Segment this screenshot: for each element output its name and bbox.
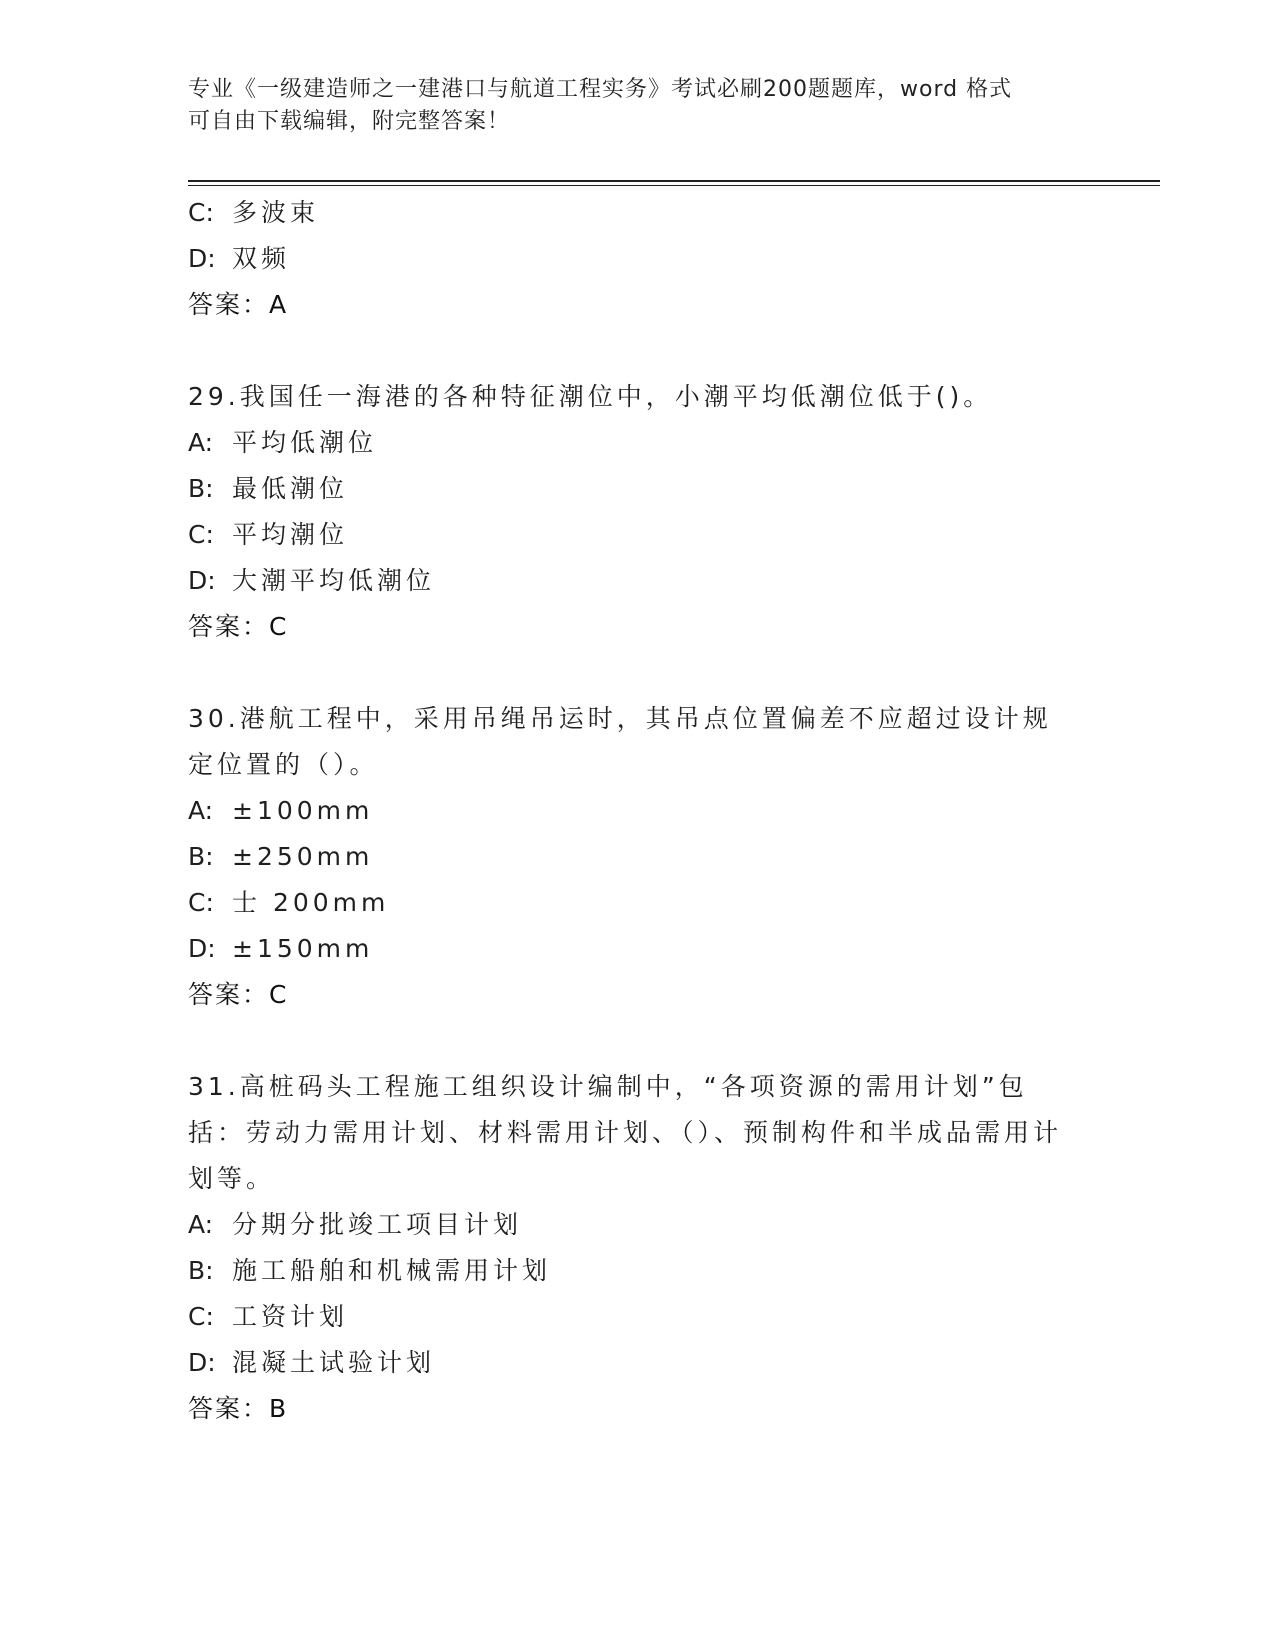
option-d — [188, 236, 1088, 282]
option-key: B: — [188, 1256, 214, 1285]
option-text: 多波束 — [232, 198, 320, 227]
header-line-2: 可自由下载编辑，附完整答案！ — [188, 109, 511, 134]
question-list — [188, 190, 1088, 1432]
option-d — [188, 926, 1088, 972]
option-text: 混凝土试验计划 — [232, 1348, 436, 1377]
option-c — [188, 1294, 1088, 1340]
question-31 — [188, 1064, 1088, 1432]
option-text: 士 200mm — [232, 888, 390, 917]
question-stem: 29.我国任一海港的各种特征潮位中，小潮平均低潮位低于()。 — [188, 382, 993, 411]
option-text: 平均潮位 — [232, 520, 349, 549]
option-a — [188, 1202, 1088, 1248]
option-key: D: — [188, 566, 216, 595]
option-key: C: — [188, 520, 214, 549]
option-key: D: — [188, 244, 216, 273]
option-key: A: — [188, 796, 214, 825]
header-line-1: 专业《一级建造师之一建港口与航道工程实务》考试必刷200题题库，word 格式 — [188, 77, 1013, 102]
option-c — [188, 190, 1088, 236]
header-divider-thin — [188, 185, 1160, 186]
document-header — [188, 74, 1068, 138]
question-28-tail — [188, 190, 1088, 328]
option-key: B: — [188, 474, 214, 503]
option-text: 分期分批竣工项目计划 — [232, 1210, 523, 1239]
option-text: ±100mm — [232, 796, 374, 825]
option-key: A: — [188, 428, 214, 457]
header-divider-thick — [188, 180, 1160, 182]
option-text: 大潮平均低潮位 — [232, 566, 436, 595]
answer-line: 答案：A — [188, 290, 289, 319]
question-stem: 31.高桩码头工程施工组织设计编制中，“各项资源的需用计划”包括：劳动力需用计划、材料需用计划、（）、预制构件和半成品需用计划等。 — [188, 1072, 1063, 1193]
option-text: 双频 — [232, 244, 291, 273]
option-d — [188, 558, 1088, 604]
option-key: C: — [188, 198, 214, 227]
spacer — [188, 650, 1088, 696]
option-b — [188, 834, 1088, 880]
option-key: A: — [188, 1210, 214, 1239]
option-key: D: — [188, 934, 216, 963]
option-a — [188, 788, 1088, 834]
question-29 — [188, 374, 1088, 650]
option-text: 工资计划 — [232, 1302, 349, 1331]
option-b — [188, 466, 1088, 512]
answer-line: 答案：C — [188, 980, 289, 1009]
option-key: B: — [188, 842, 214, 871]
option-text: ±150mm — [232, 934, 374, 963]
answer-line: 答案：C — [188, 612, 289, 641]
option-key: D: — [188, 1348, 216, 1377]
option-text: 平均低潮位 — [232, 428, 378, 457]
option-text: 最低潮位 — [232, 474, 349, 503]
question-30 — [188, 696, 1088, 1018]
question-stem: 30.港航工程中，采用吊绳吊运时，其吊点位置偏差不应超过设计规定位置的（）。 — [188, 704, 1052, 779]
answer-line: 答案：B — [188, 1394, 289, 1423]
spacer — [188, 328, 1088, 374]
spacer — [188, 1018, 1088, 1064]
option-c — [188, 512, 1088, 558]
option-b — [188, 1248, 1088, 1294]
option-key: C: — [188, 888, 214, 917]
option-key: C: — [188, 1302, 214, 1331]
option-text: 施工船舶和机械需用计划 — [232, 1256, 552, 1285]
option-c — [188, 880, 1088, 926]
option-d — [188, 1340, 1088, 1386]
option-text: ±250mm — [232, 842, 374, 871]
option-a — [188, 420, 1088, 466]
